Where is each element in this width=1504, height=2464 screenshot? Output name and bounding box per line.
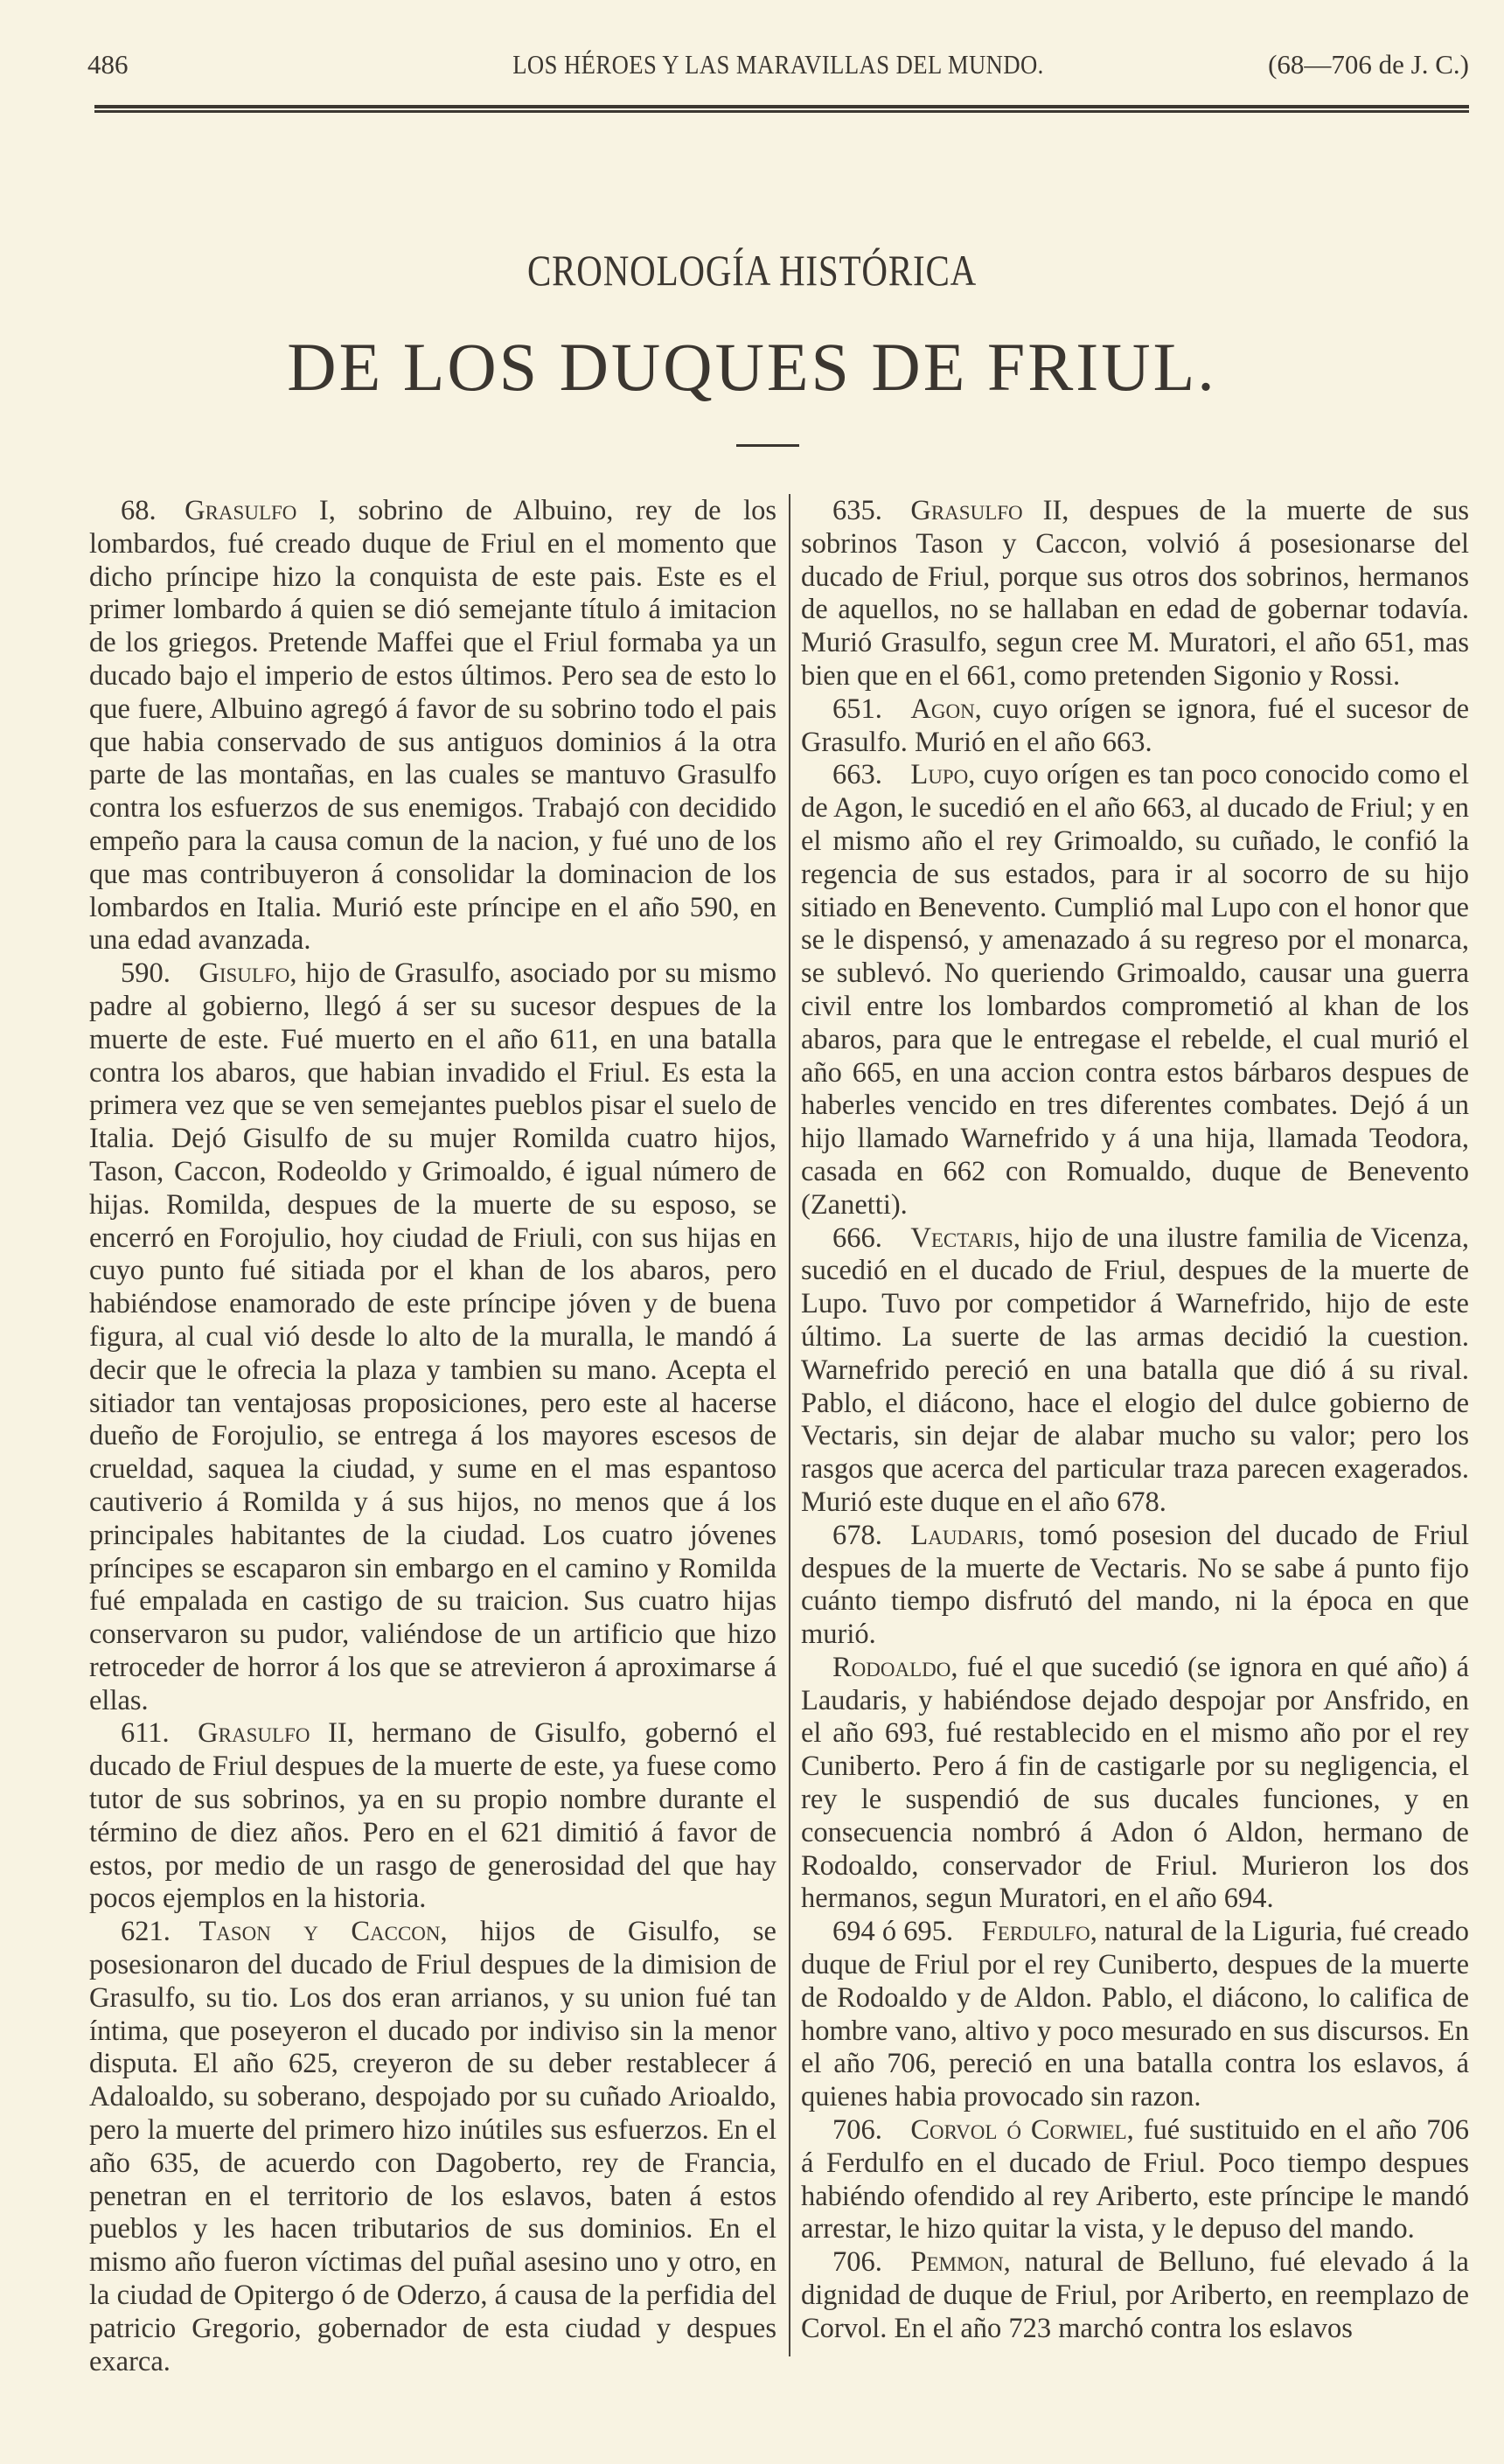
- chapter-subtitle: DE LOS DUQUES DE FRIUL.: [287, 329, 1217, 405]
- entry-name: Rodoaldo,: [832, 1651, 958, 1683]
- entry-year: 68.: [121, 495, 157, 526]
- entry-year: 706.: [832, 2114, 882, 2147]
- entry-year: 621.: [121, 1916, 171, 1948]
- entry-text: hijo de Grasulfo, asociado por su mismo padre al gobierno, llegó á ser su sucesor despues de la muerte de este. Fué muerto en el año 611, en una batalla contra los abaros, que habian invadido el Friul. Es esta la primera vez que se ven semejantes pueblos pisar el suelo de Italia. Dejó Gisulfo de su mujer Romilda cuatro hijos, Tason, Caccon, Rodeoldo y Grimoaldo, é igual número de hijas. Romilda, despues de la muerte de su esposo, se encerró en Forojulio, hoy ciudad de Friuli, con sus hijas en cuyo punto fué sitiada por el khan de los abaros, pero habiéndose enamorado de este príncipe jóven y de buena figura, al cual vió desde lo alto de la muralla, le mandó á decir que le ofrecia la plaza y tambien su mano. Acepta el sitiador tan ventajosas proposiciones, pero este al hacerse dueño de Forojulio, se entrega á los mayores escesos de crueldad, saquea la ciudad, y sume en el mas espantoso cautiverio á Romilda y á sus hijos, no menos que á los principales habitantes de la ciudad. Los cuatro jóvenes príncipes se escaparon sin embargo en el camino y Romilda fué empalada en castigo de su traicion. Sus cuatro hijas conservaron su pudor, valiéndose de un artificio que hizo retroceder de horror á los que se atrevieron á aproximarse á ellas.: [89, 957, 776, 1716]
- entry-paragraph: [89, 495, 776, 957]
- header-double-rule: [94, 105, 1469, 113]
- entry-paragraph: [801, 1222, 1469, 1520]
- entry-name: Grasulfo II,: [910, 495, 1069, 526]
- entry-text: natural de la Liguria, fué creado duque de Friul por el rey Cuniberto, despues de la muerte de Rodoaldo y de Aldon. Pablo, el diácono, lo califica de hombre vano, altivo y poco mesurado en sus discursos. En el año 706, pereció en una batalla contra los eslavos, á quienes habia provocado sin razon.: [801, 1916, 1469, 2113]
- running-title: LOS HÉROES Y LAS MARAVILLAS DEL MUNDO.: [512, 49, 1044, 80]
- entry-year: 635.: [832, 495, 882, 526]
- entry-text: cuyo orígen es tan poco conocido como el de Agon, le sucedió en el año 663, al ducado de Friul; y en el mismo año el rey Grimoaldo, su cuñado, le confió la regencia de sus estados, para ir al socorro de su hijo sitiado en Benevento. Cumplió mal Lupo con el honor que se le dispensó, y amenazado á su regreso por el monarca, se sublevó. No queriendo Grimoaldo, causar una guerra civil entre los lombardos comprometió al khan de los abaros, para que le entregase el rebelde, el cual murió el año 665, en una accion contra estos bárbaros despues de haberles vencido en tres diferentes combates. Dejó á un hijo llamado Warnefrido y á una hija, llamada Teodora, casada en 662 con Romualdo, duque de Benevento (Zanetti).: [801, 759, 1469, 1221]
- entry-text: cuyo orígen se ignora, fué el sucesor de Grasulfo. Murió en el año 663.: [801, 693, 1469, 758]
- chapter-title: CRONOLOGÍA HISTÓRICA: [526, 246, 978, 295]
- entry-paragraph: [801, 2246, 1469, 2345]
- entry-text: fué el que sucedió (se ignora en qué año) á Laudaris, y habiéndose dejado despojar por Ansfrido, en el año 693, fué restablecido en el mismo año por el rey Cuniberto. Pero á fin de castigarle por su negligencia, el rey le suspendió de sus ducales funciones, y en consecuencia nombró á Adon ó Aldon, hermano de Rodoaldo, conservador de Friul. Murieron los dos hermanos, segun Muratori, en el año 694.: [801, 1651, 1469, 1915]
- entry-name: Laudaris,: [910, 1519, 1025, 1551]
- entry-year: 651.: [832, 693, 882, 725]
- entry-name: Vectaris,: [910, 1222, 1020, 1254]
- entry-name: Lupo,: [910, 759, 976, 791]
- entry-paragraph: [89, 1916, 776, 2378]
- date-range: (68—706 de J. C.): [1268, 49, 1469, 80]
- entry-text: tomó posesion del ducado de Friul despues de la muerte de Vectaris. No se sabe á punto fijo cuánto tiempo disfrutó del mando, ni la época en que murió.: [801, 1519, 1469, 1651]
- entry-year: 663.: [832, 759, 882, 791]
- entry-paragraph: [801, 495, 1469, 693]
- entry-paragraph: [801, 1520, 1469, 1652]
- running-header: [87, 49, 1469, 87]
- entry-text: hermano de Gisulfo, gobernó el ducado de Friul despues de la muerte de este, ya fuese como tutor de sus sobrinos, ya en su propio nombre durante el término de diez años. Pero en el 621 dimitió á favor de estos, por medio de un rasgo de generosidad del que hay pocos ejemplos en la historia.: [89, 1717, 776, 1915]
- entry-text: hijo de una ilustre familia de Vicenza, sucedió en el ducado de Friul, despues de la muerte de Lupo. Tuvo por competidor á Warnefrido, hijo de este último. La suerte de las armas decidió la cuestion. Warnefrido pereció en una batalla que dió á su rival. Pablo, el diácono, hace el elogio del dulce gobierno de Vectaris, sin dejar de alabar mucho su valor; pero los rasgos que acerca del particular traza parecen exagerados. Murió este duque en el año 678.: [801, 1222, 1469, 1518]
- entry-paragraph: [89, 957, 776, 1717]
- entry-paragraph: [801, 1916, 1469, 2114]
- page-number: 486: [87, 49, 129, 80]
- entry-name: Grasulfo I,: [185, 495, 336, 526]
- entry-paragraph: [801, 693, 1469, 760]
- entry-name: Pemmon,: [910, 2246, 1011, 2279]
- entry-paragraph: [801, 759, 1469, 1222]
- entry-text: despues de la muerte de sus sobrinos Tason y Caccon, volvió á posesionarse del ducado de Friul, porque sus otros dos sobrinos, hermanos de aquellos, no se hallaban en edad de gobernar todavía. Murió Grasulfo, segun cree M. Muratori, el año 651, mas bien que en el 661, como pretenden Sigonio y Rossi.: [801, 495, 1469, 692]
- entry-name: Gisulfo,: [198, 957, 297, 990]
- entry-text: sobrino de Albuino, rey de los lombardos, fué creado duque de Friul en el momento que dicho príncipe hizo la conquista de este pais. Este es el primer lombardo á quien se dió semejante título á imitacion de los griegos. Pretende Maffei que el Friul formaba ya un ducado bajo el imperio de estos últimos. Pero sea de esto lo que fuere, Albuino agregó á favor de su sobrino todo el pais que habia conservado de sus antiguos dominios á la otra parte de las montañas, en las cuales se mantuvo Grasulfo contra los esfuerzos de sus enemigos. Trabajó con decidido empeño para la causa comun de la nacion, y fué uno de los que mas contribuyeron á consolidar la dominacion de los lombardos en Italia. Murió este príncipe en el año 590, en una edad avanzada.: [89, 495, 776, 957]
- entry-name: Corvol ó Corwiel,: [910, 2114, 1134, 2147]
- entry-name: Agon,: [910, 693, 982, 725]
- entry-text: fué sustituido en el año 706 á Ferdulfo en el ducado de Friul. Poco tiempo despues habiéndo ofendido al rey Ariberto, este príncipe le mandó arrestar, le hizo quitar la vista, y le depuso del mando.: [801, 2114, 1469, 2245]
- entry-year: 678.: [832, 1519, 882, 1551]
- entry-paragraph: [89, 1717, 776, 1916]
- title-divider: [736, 444, 799, 447]
- entry-name: Ferdulfo,: [981, 1916, 1097, 1948]
- entry-paragraph: [801, 2114, 1469, 2246]
- entry-year: 694 ó 695.: [832, 1916, 954, 1948]
- entry-year: 590.: [121, 957, 171, 990]
- column-rule: [789, 494, 790, 2356]
- entry-name: Grasulfo II,: [198, 1717, 354, 1750]
- entry-year: 706.: [832, 2246, 882, 2279]
- entry-paragraph: [801, 1652, 1469, 1916]
- left-column: [89, 495, 776, 2378]
- right-column: [801, 495, 1469, 2346]
- entry-name: Tason y Caccon,: [198, 1916, 448, 1948]
- entry-year: 611.: [121, 1717, 170, 1750]
- entry-text: natural de Belluno, fué elevado á la dignidad de duque de Friul, por Ariberto, en reemplazo de Corvol. En el año 723 marchó contra los eslavos: [801, 2246, 1469, 2344]
- entry-year: 666.: [832, 1222, 882, 1254]
- entry-text: hijos de Gisulfo, se posesionaron del ducado de Friul despues de la dimision de Grasulfo, su tio. Los dos eran arrianos, y su union fué tan íntima, que poseyeron el ducado por indiviso sin la menor disputa. El año 625, creyeron de su deber restablecer á Adaloaldo, su soberano, despojado por su cuñado Arioaldo, pero la muerte del primero hizo inútiles sus esfuerzos. En el año 635, de acuerdo con Dagoberto, rey de Francia, penetran en el territorio de los eslavos, baten á estos pueblos y les hacen tributarios de sus dominios. En el mismo año fueron víctimas del puñal asesino uno y otro, en la ciudad de Opitergo ó de Oderzo, á causa de la perfidia del patricio Gregorio, gobernador de esta ciudad y despues exarca.: [89, 1916, 776, 2377]
